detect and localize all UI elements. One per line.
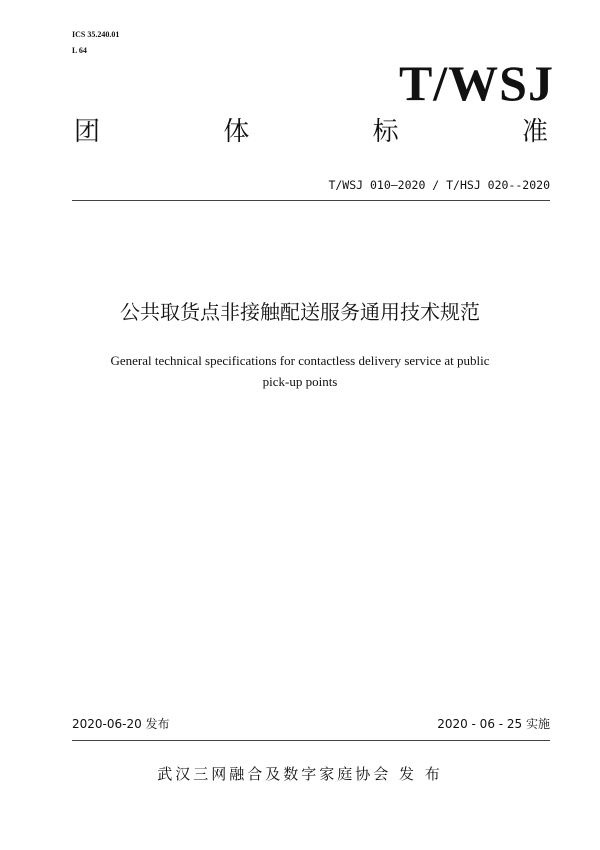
bottom-divider xyxy=(72,740,550,741)
doc-type-char: 团 xyxy=(74,117,101,147)
publish-date: 2020-06-20 发布 xyxy=(72,717,170,731)
top-divider xyxy=(72,200,550,201)
title-english-line: General technical specifications for contactless delivery service at public xyxy=(110,353,490,368)
title-english xyxy=(80,350,520,392)
ccs-code: L 64 xyxy=(72,46,87,55)
standard-number: T/WSJ 010—2020 / T/HSJ 020--2020 xyxy=(328,178,550,192)
title-chinese: 公共取货点非接触配送服务通用技术规范 xyxy=(120,300,480,324)
issuer: 武汉三网融合及数字家庭协会 发 布 xyxy=(157,765,443,783)
doc-type-char: 体 xyxy=(223,117,250,147)
doc-type-char: 标 xyxy=(372,117,399,147)
ics-code: ICS 35.240.01 xyxy=(72,30,120,39)
effective-date: 2020 - 06 - 25 实施 xyxy=(437,717,550,731)
doc-type-char: 准 xyxy=(521,117,548,147)
organization-code: T/WSJ xyxy=(398,55,554,111)
document-type xyxy=(74,116,548,148)
title-english-line: pick-up points xyxy=(262,374,338,389)
